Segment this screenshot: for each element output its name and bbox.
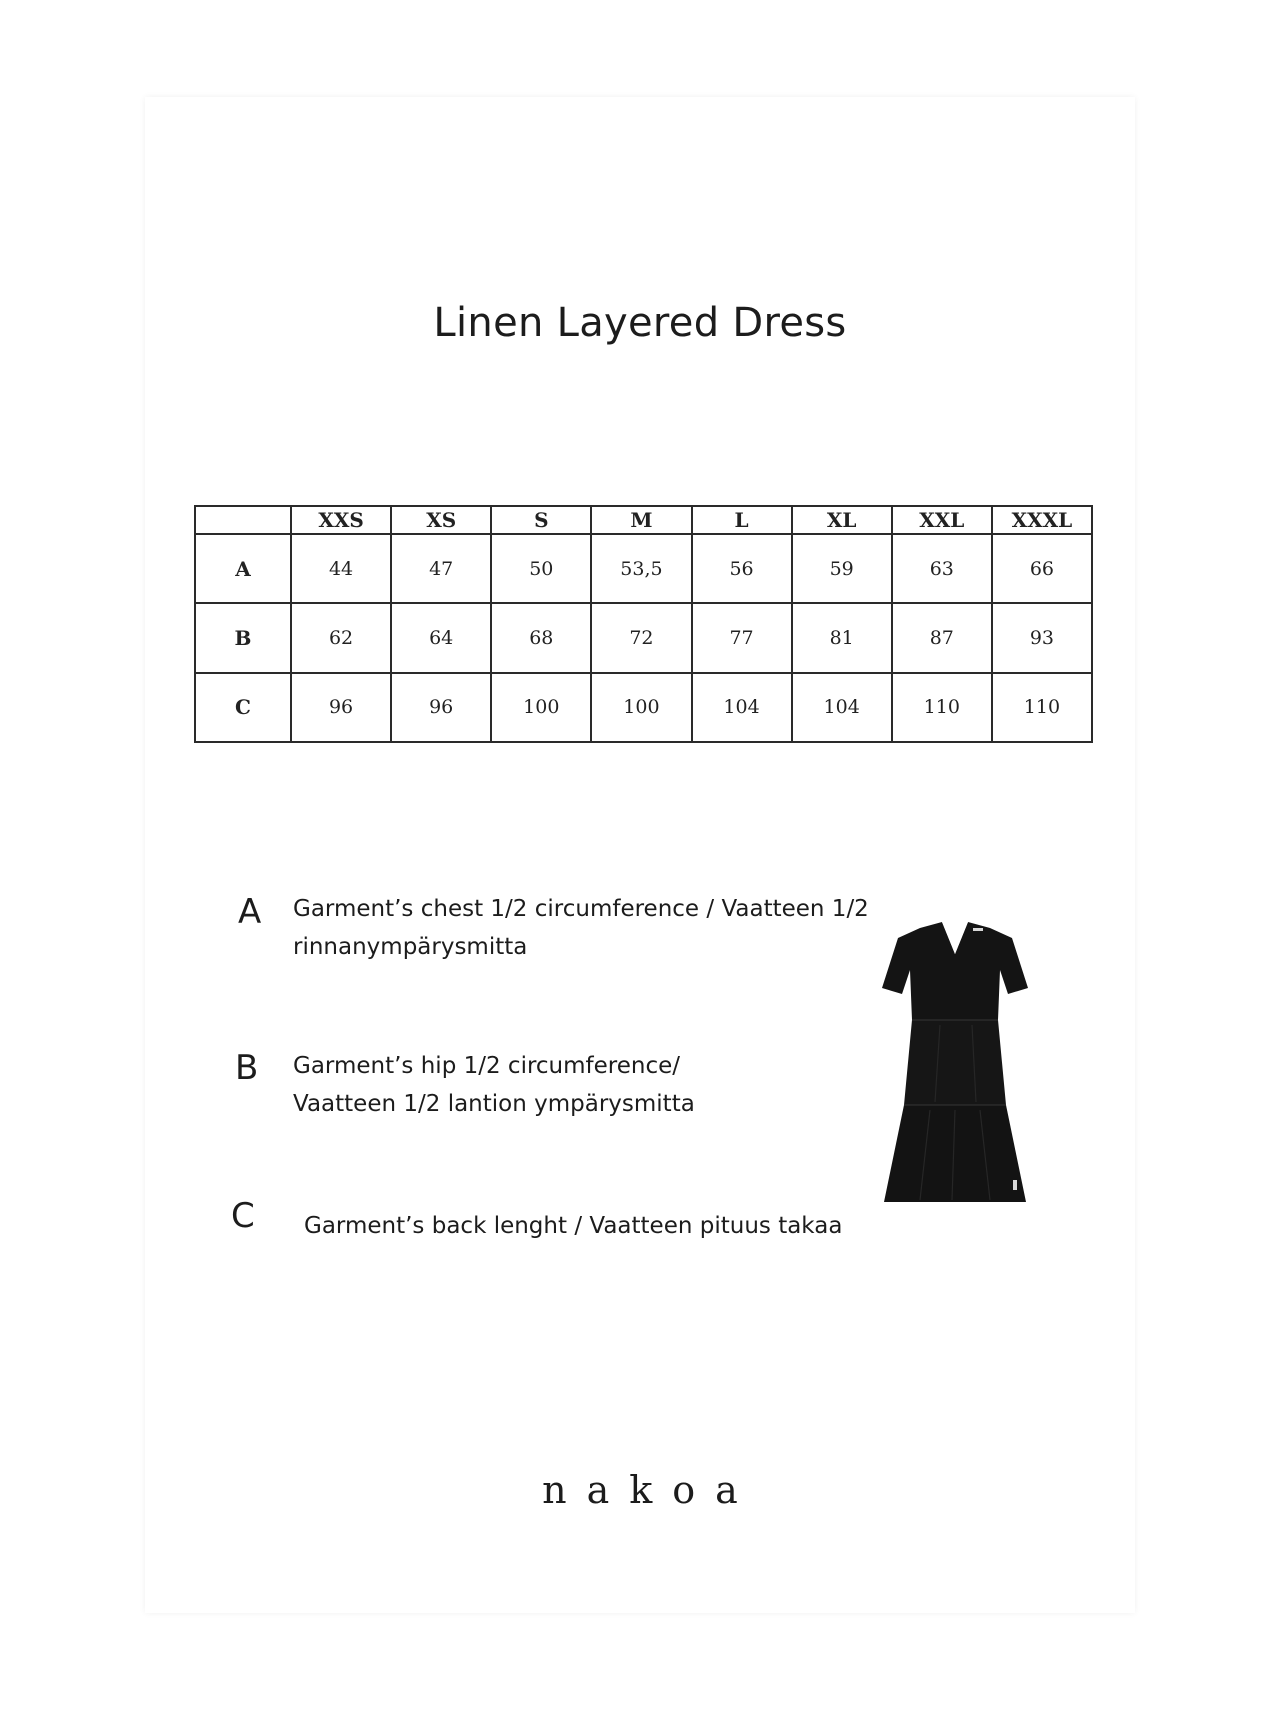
table-cell: 68 (491, 603, 591, 672)
table-cell: 50 (491, 534, 591, 603)
legend-letter-a: A (238, 892, 262, 932)
table-cell: 77 (692, 603, 792, 672)
table-cell: 64 (391, 603, 491, 672)
legend-text-c-line1: Garment’s back lenght / Vaatteen pituus takaa (304, 1213, 843, 1239)
table-row (195, 603, 1092, 672)
table-cell: 96 (291, 673, 391, 742)
table-cell: 47 (391, 534, 491, 603)
size-header: XXL (892, 506, 992, 534)
size-header: XXS (291, 506, 391, 534)
table-cell: 63 (892, 534, 992, 603)
size-header: L (692, 506, 792, 534)
page-title: Linen Layered Dress (433, 300, 847, 346)
table-cell: 81 (792, 603, 892, 672)
black-dress-image (880, 920, 1030, 1210)
table-cell: 59 (792, 534, 892, 603)
legend-letter-c: C (231, 1196, 255, 1236)
size-header: XL (792, 506, 892, 534)
size-header: XS (391, 506, 491, 534)
dress-neck-label (973, 928, 983, 931)
table-cell: 93 (992, 603, 1092, 672)
table-cell: 110 (992, 673, 1092, 742)
legend-letter-b: B (235, 1048, 259, 1088)
size-table (194, 505, 1093, 743)
table-cell: 44 (291, 534, 391, 603)
table-cell: 100 (491, 673, 591, 742)
dress-middle-tier (904, 1020, 1006, 1105)
size-header: S (491, 506, 591, 534)
brand-logo: nakoa (542, 1468, 758, 1512)
table-cell: 56 (692, 534, 792, 603)
table-cell: 104 (792, 673, 892, 742)
table-cell: 96 (391, 673, 491, 742)
table-cell: 72 (591, 603, 691, 672)
table-cell: 104 (692, 673, 792, 742)
table-cell: 53,5 (591, 534, 691, 603)
table-cell: 87 (892, 603, 992, 672)
size-header: M (591, 506, 691, 534)
legend-text-a-line2: rinnanympärysmitta (293, 934, 528, 960)
size-header: XXXL (992, 506, 1092, 534)
table-cell: 110 (892, 673, 992, 742)
measurement-label: B (195, 603, 291, 672)
table-cell: 66 (992, 534, 1092, 603)
table-corner-cell (195, 506, 291, 534)
table-cell: 62 (291, 603, 391, 672)
table-cell: 100 (591, 673, 691, 742)
table-header-row (195, 506, 1092, 534)
measurement-label: C (195, 673, 291, 742)
legend-text-a-line1: Garment’s chest 1/2 circumference / Vaatteen 1/2 (293, 896, 869, 922)
dress-tag (1013, 1180, 1017, 1190)
legend-text-b-line1: Garment’s hip 1/2 circumference/ (293, 1053, 681, 1079)
table-row (195, 673, 1092, 742)
legend-text-b-line2: Vaatteen 1/2 lantion ympärysmitta (293, 1091, 695, 1117)
table-row (195, 534, 1092, 603)
measurement-label: A (195, 534, 291, 603)
